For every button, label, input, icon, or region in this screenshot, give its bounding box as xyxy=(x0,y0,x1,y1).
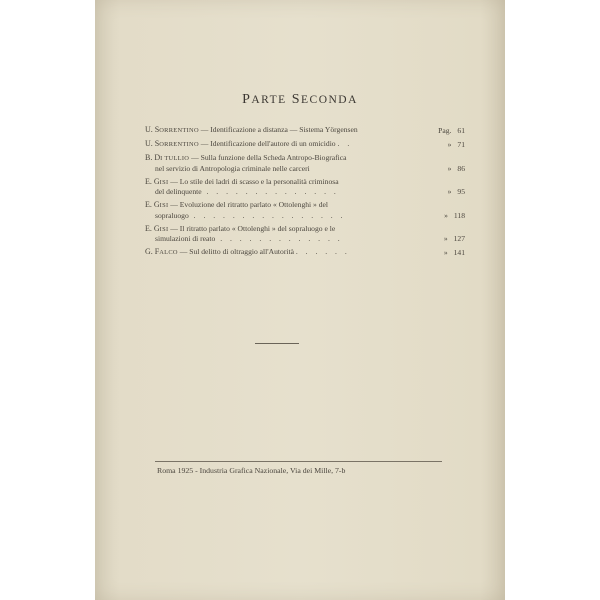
toc-page-ref: » 95 xyxy=(447,187,465,197)
toc-title-continuation: simulazioni di reato . . . . . . . . . . . . . xyxy=(155,234,343,244)
imprint-rule xyxy=(155,461,442,462)
title-rest-1: ARTE xyxy=(251,94,287,106)
toc-leader-dots: . . xyxy=(337,138,353,148)
toc-entry xyxy=(145,200,465,220)
title-initial-1: P xyxy=(242,92,252,107)
section-title xyxy=(95,92,505,108)
title-initial-2: S xyxy=(291,92,301,107)
toc-entry xyxy=(145,125,465,136)
toc-title-continuation: nel servizio di Antropologia criminale nelle carceri xyxy=(155,163,310,173)
section-divider xyxy=(255,343,299,344)
toc-author: E. GISI xyxy=(145,200,169,210)
toc-title: — Sul delitto di oltraggio all'Autorità xyxy=(177,247,294,257)
toc-entry xyxy=(145,247,465,258)
toc-author: E. GISI xyxy=(145,176,169,186)
toc-title-continuation: del delinquente . . . . . . . . . . . . . . xyxy=(155,187,339,197)
book-page xyxy=(95,0,505,600)
toc-page-ref: » 127 xyxy=(443,234,465,244)
toc-page-ref: » 71 xyxy=(447,139,465,149)
toc-title-continuation: sopraluogo . . . . . . . . . . . . . . . . xyxy=(155,210,346,220)
title-rest-2: ECONDA xyxy=(301,94,358,106)
table-of-contents xyxy=(145,125,465,261)
toc-page-ref: Pag. 61 xyxy=(438,126,465,135)
printer-imprint: Roma 1925 - Industria Grafica Nazionale, Via dei Mille, 7-b xyxy=(157,466,346,475)
toc-entry xyxy=(145,177,465,197)
toc-title: — Identificazione a distanza — Sistema Yörgensen xyxy=(198,125,358,134)
toc-page-ref: » 86 xyxy=(447,163,465,173)
toc-author: G. FALCO xyxy=(145,247,178,257)
toc-page-ref: » 118 xyxy=(444,210,465,220)
toc-author: B. DI TULLIO xyxy=(145,152,190,162)
toc-author: U. SORRENTINO xyxy=(145,138,199,148)
toc-title: — Evoluzione del ritratto parlato « Ottolenghi » del xyxy=(168,200,329,210)
toc-title: — Lo stile dei ladri di scasso e la personalità criminosa xyxy=(168,176,339,186)
toc-title: — Sulla funzione della Scheda Antropo-Biografica xyxy=(189,152,347,162)
toc-entry xyxy=(145,224,465,244)
toc-author: U. SORRENTINO xyxy=(145,125,199,134)
toc-page-ref: » 141 xyxy=(443,248,465,258)
toc-title: — Il ritratto parlato « Ottolenghi » del sopraluogo e le xyxy=(168,223,336,233)
toc-entry xyxy=(145,139,465,150)
toc-title: — Identificazione dell'autore di un omicidio xyxy=(198,138,336,148)
toc-leader-dots: . . . . . . xyxy=(295,247,350,257)
toc-author: E. GISI xyxy=(145,223,169,233)
toc-entry xyxy=(145,153,465,173)
